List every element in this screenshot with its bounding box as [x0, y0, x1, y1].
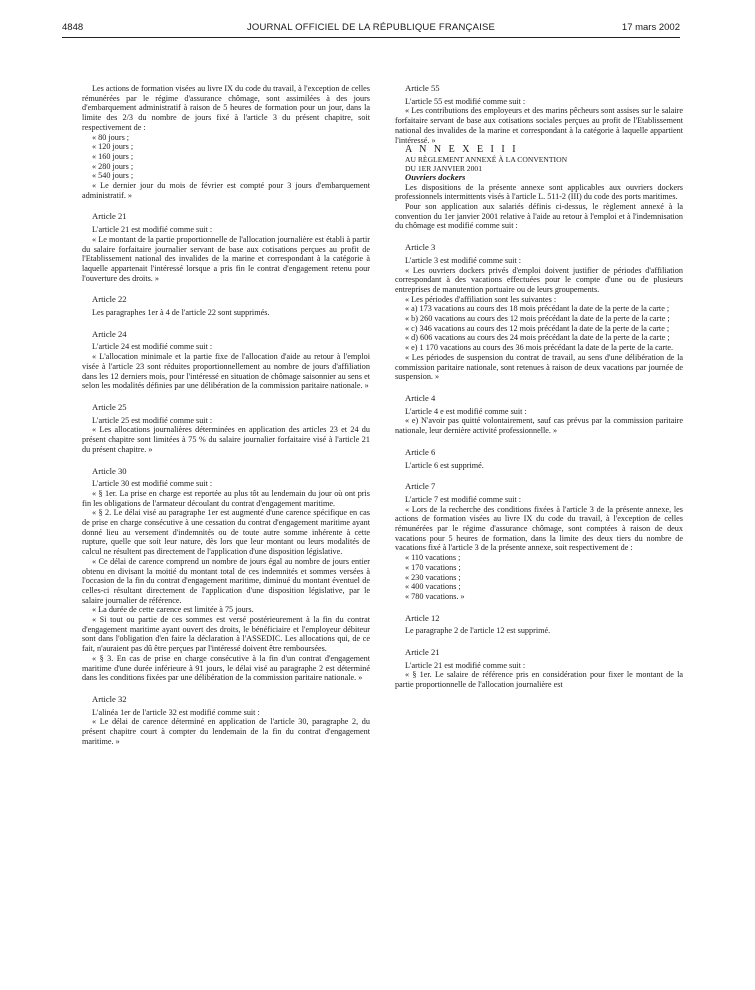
paragraph: Les paragraphes 1er à 4 de l'article 22 sont supprimés. — [92, 308, 270, 318]
article-heading: Article 3 — [405, 242, 436, 253]
article-heading: Article 21 — [405, 647, 440, 658]
article-heading: Article 25 — [92, 401, 127, 412]
annex-subtitle: AU RÈGLEMENT ANNEXÉ À LA CONVENTION — [405, 154, 568, 164]
list-item: « 400 vacations ; — [405, 582, 461, 592]
list-item: « 170 vacations ; — [405, 562, 461, 572]
article-heading: Article 6 — [405, 446, 436, 457]
paragraph: « Les allocations journalières déterminées en application des articles 23 et 24 du présent chapitre sont limitées à 75 % du salaire journalier forfaitaire visé à l'article 21 du présent chapitre. » — [82, 425, 370, 454]
list-item: « d) 606 vacations au cours des 24 mois précédant la date de la perte de la carte ; — [405, 333, 670, 343]
list-item: « a) 173 vacations au cours des 18 mois précédant la date de la perte de la carte ; — [405, 304, 670, 314]
paragraph: « Si tout ou partie de ces sommes est versé postérieurement à la fin du contrat d'engagement maritime ayant ouvert des droits, le bénéficiaire et l'employeur débiteur sont dans l'obligation d'en faire la déclaration à l'ASSEDIC. Les allocations qui, de ce fait, n'auraient pas dû être perçues par l'intéressé doivent être remboursées. — [82, 615, 370, 654]
paragraph: L'article 30 est modifié comme suit : — [92, 479, 213, 489]
paragraph: « Ce délai de carence comprend un nombre de jours égal au nombre de jours entier obtenu en divisant la moitié du montant total de ces indemnités et sommes versées à l'occasion de la fin du contrat d'engagement maritime, diminué du montant éventuel de celles-ci résultant directement de l'application d'une disposition législative, par le salaire journalier de référence. — [82, 556, 370, 605]
list-item: « 780 vacations. » — [405, 591, 465, 601]
paragraph: « Les ouvriers dockers privés d'emploi doivent justifier de périodes d'affiliation correspondant à des vacations effectuées pour le compte d'une ou de plusieurs entreprises de manutention portuaire ou de leurs groupements. — [395, 265, 683, 294]
right-column — [395, 84, 683, 690]
paragraph: Pour son application aux salariés définis ci-dessus, le règlement annexé à la convention du 1er janvier 2001 relative à l'aide au retour à l'emploi et à l'indemnisation du chômage est modifié comme suit : — [395, 202, 683, 231]
paragraph: « Les périodes de suspension du contrat de travail, au sens d'une délibération de la commission paritaire nationale, sont retenues à raison de deux vacations par journée de suspension. » — [395, 352, 683, 382]
article-heading: Article 4 — [405, 392, 436, 403]
paragraph: « Lors de la recherche des conditions fixées à l'article 3 de la présente annexe, les actions de formation visées au livre IX du code du travail, à l'exception de celles rémunérées par le régime d'assurance chômage, sont comptées à raison de deux vacations pour 5 heures de formation, dans la limite des deux tiers du nombre de vacations fixé à l'article 3 de la présente annexe, soit respectivement de : — [395, 504, 683, 553]
paragraph: « e) N'avoir pas quitté volontairement, sauf cas prévus par la commission paritaire nationale, leur dernière activité professionnelle. » — [395, 416, 683, 436]
list-item: « e) 1 170 vacations au cours des 36 mois précédant la date de la perte de la carte. — [405, 343, 674, 353]
journal-title: JOURNAL OFFICIEL DE LA RÉPUBLIQUE FRANÇAISE — [246, 22, 496, 33]
annex-subtitle: DU 1ER JANVIER 2001 — [405, 163, 482, 173]
paragraph: L'article 6 est supprimé. — [405, 460, 484, 470]
paragraph: L'article 3 est modifié comme suit : — [405, 255, 522, 265]
article-heading: Article 24 — [92, 328, 127, 339]
list-item: « 540 jours ; — [92, 171, 134, 181]
paragraph: « Le délai de carence déterminé en application de l'article 30, paragraphe 2, du présent chapitre court à compter du lendemain de la fin du contrat d'engagement maritime. » — [82, 717, 370, 746]
paragraph: « § 1er. La prise en charge est reportée au plus tôt au lendemain du jour où ont pris fin les obligations de l'armateur découlant du contrat d'engagement maritime. — [82, 488, 370, 508]
annex-title: A N N E X E I I I — [405, 144, 519, 156]
list-item: « 230 vacations ; — [405, 572, 461, 582]
page-number: 4848 — [62, 22, 84, 33]
page-header — [62, 22, 680, 36]
list-item: « 80 jours ; — [92, 132, 130, 142]
paragraph: L'article 4 e est modifié comme suit : — [405, 406, 527, 416]
list-item: « c) 346 vacations au cours des 12 mois précédant la date de la perte de la carte ; — [405, 323, 670, 333]
paragraph: « Le montant de la partie proportionnelle de l'allocation journalière est établi à partir du salaire forfaitaire journalier servant de base aux cotisations perçues au profit de l'Etablissement national des invalides de la marine et correspondant à la catégorie à laquelle appartenait l'intéressé lorsque a pris fin le contrat d'engagement retenu pour l'ouverture des droits. » — [82, 234, 370, 283]
list-item: « 160 jours ; — [92, 151, 134, 161]
list-item: « 120 jours ; — [92, 142, 134, 152]
paragraph: Les actions de formation visées au livre IX du code du travail, à l'exception de celles rémunérées par le régime d'assurance chômage, sont assimilées à des jours d'embarquement administratif à raison de 5 heures de formation pour un jour, dans la limite des 2/3 du nombre de jours fixé à l'article 3 du présent chapitre, soit respectivement de : — [82, 84, 370, 132]
annex-heading: Ouvriers dockers — [405, 171, 466, 182]
paragraph: « L'allocation minimale et la partie fixe de l'allocation d'aide au retour à l'emploi visée à l'article 23 sont réduites proportionnellement au nombre de jours d'affiliation dans les 12 derniers mois, pour l'intéressé en situation de chômage saisonnier au sens et selon les modalités définies par une délibération de la commission paritaire nationale. » — [82, 352, 370, 391]
paragraph: L'article 55 est modifié comme suit : — [405, 96, 526, 106]
paragraph: « § 1er. Le salaire de référence pris en considération pour fixer le montant de la partie proportionnelle de l'allocation journalière est — [395, 670, 683, 690]
paragraph: Le paragraphe 2 de l'article 12 est supprimé. — [405, 626, 551, 636]
article-heading: Article 21 — [92, 211, 127, 222]
article-heading: Article 12 — [405, 612, 440, 623]
paragraph: L'article 24 est modifié comme suit : — [92, 342, 213, 352]
header-rule — [62, 37, 680, 38]
paragraph: « § 2. Le délai visé au paragraphe 1er est augmenté d'une carence spécifique en cas de prise en charge consécutive à une cessation du contrat d'engagement maritime ayant donné lieu au versement d'indemnités ou de toute autre somme inhérente à cette rupture, quelle que soit leur nature, dès lors que leur montant ou leurs modalités de calcul ne résultent pas directement de l'application d'une disposition législative. — [82, 508, 370, 557]
article-heading: Article 7 — [405, 481, 436, 492]
paragraph: Les dispositions de la présente annexe sont applicables aux ouvriers dockers professionnels intermittents visés à l'article L. 511-2 (III) du code des ports maritimes. — [395, 182, 683, 202]
article-heading: Article 55 — [405, 83, 440, 93]
left-column — [82, 84, 370, 746]
paragraph: « Les contributions des employeurs et des marins pêcheurs sont assises sur le salaire forfaitaire servant de base aux cotisations sociales perçues au profit de l'Etablissement national des invalides de la marine et correspondant à la catégorie à laquelle appartient l'intéressé. » — [395, 106, 683, 145]
list-item: « b) 260 vacations au cours des 12 mois précédant la date de la perte de la carte ; — [405, 314, 670, 324]
article-heading: Article 30 — [92, 465, 127, 476]
paragraph: L'article 21 est modifié comme suit : — [92, 225, 213, 235]
paragraph: « La durée de cette carence est limitée à 75 jours. — [92, 605, 254, 615]
paragraph: « Les périodes d'affiliation sont les suivantes : — [405, 294, 557, 304]
paragraph: L'article 25 est modifié comme suit : — [92, 415, 213, 425]
paragraph: L'article 7 est modifié comme suit : — [405, 494, 522, 504]
paragraph: « § 3. En cas de prise en charge consécutive à la fin d'un contrat d'engagement maritime d'une durée inférieure à 91 jours, le délai visé au paragraphe 2 est déterminé dans les conditions fixées par une délibération de la commission paritaire nationale. » — [82, 653, 370, 683]
paragraph: L'article 21 est modifié comme suit : — [405, 660, 526, 670]
article-heading: Article 32 — [92, 693, 127, 704]
paragraph: « Le dernier jour du mois de février est compté pour 3 jours d'embarquement administratif. » — [82, 181, 370, 200]
paragraph: L'alinéa 1er de l'article 32 est modifié comme suit : — [92, 707, 260, 717]
list-item: « 110 vacations ; — [405, 553, 461, 563]
list-item: « 280 jours ; — [92, 161, 134, 171]
article-heading: Article 22 — [92, 294, 127, 305]
publication-date: 17 mars 2002 — [621, 22, 680, 33]
